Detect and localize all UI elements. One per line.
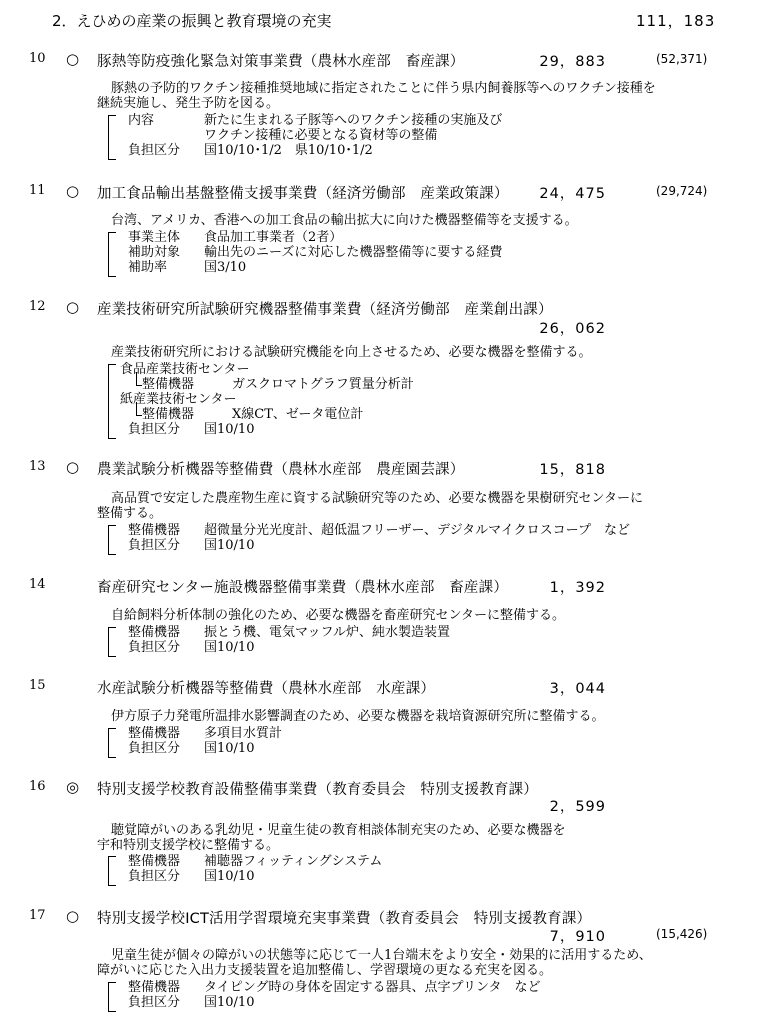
- item-number: 13: [29, 459, 46, 474]
- item-description: 豚熱の予防的ワクチン接種推奨地域に指定されたことに伴う県内飼養豚等へのワクチン接種を 継続実施し、発生予防を図る。: [97, 81, 656, 111]
- item-amount: 7，910: [549, 929, 606, 945]
- item-mark: ○: [66, 298, 80, 316]
- item-description: 高品質で安定した農産物生産に資する試験研究等のため、必要な機器を果樹研究センターに 整備する。: [97, 491, 643, 521]
- item-amount: 29，883: [539, 54, 606, 70]
- item-amount: 26，062: [539, 321, 606, 337]
- item-mark: ○: [66, 458, 80, 476]
- item-number: 10: [29, 51, 46, 66]
- center-name: 紙産業技術センター: [120, 392, 237, 407]
- item-description: 産業技術研究所における試験研究機能を向上させるため、必要な機器を整備する。: [111, 345, 592, 360]
- item-number: 17: [29, 908, 46, 923]
- item-title: 産業技術研究所試験研究機器整備事業費（経済労働部 産業創出課）: [97, 302, 553, 318]
- item-previous-amount: (52,371): [656, 52, 708, 66]
- item-mark: ○: [66, 50, 80, 68]
- item-title: 特別支援学校ICT活用学習環境充実事業費（教育委員会 特別支援教育課）: [97, 911, 592, 927]
- item-number: 11: [29, 183, 46, 198]
- item-number: 15: [29, 678, 46, 693]
- item-description: 児童生徒が個々の障がいの状態等に応じて一人1台端末をより安全・効果的に活用するため、 障がいに応じた入出力支援装置を追加整備し、学習環境の更なる充実を図る。: [97, 948, 652, 978]
- item-previous-amount: (15,426): [656, 927, 708, 941]
- item-number: 16: [29, 779, 46, 794]
- item-amount: 2，599: [549, 799, 606, 815]
- item-description: 聴覚障がいのある乳幼児・児童生徒の教育相談体制充実のため、必要な機器を 宇和特別支援学校に整備する。: [97, 823, 566, 853]
- item-title: 水産試験分析機器等整備費（農林水産部 水産課）: [97, 681, 436, 697]
- item-number: 12: [29, 299, 46, 314]
- item-description: 自給飼料分析体制の強化のため、必要な機器を畜産研究センターに整備する。: [111, 608, 565, 623]
- item-description: 台湾、アメリカ、香港への加工食品の輸出拡大に向けた機器整備等を支援する。: [111, 213, 578, 228]
- item-title: 特別支援学校教育設備整備事業費（教育委員会 特別支援教育課）: [97, 782, 538, 798]
- item-mark: ◎: [66, 778, 80, 796]
- item-amount: 3，044: [549, 681, 606, 697]
- item-mark: ○: [66, 182, 80, 200]
- item-title: 畜産研究センター施設機器整備事業費（農林水産部 畜産課）: [97, 580, 509, 596]
- item-title: 豚熱等防疫強化緊急対策事業費（農林水産部 畜産課）: [97, 54, 465, 70]
- item-title: 農業試験分析機器等整備費（農林水産部 農産園芸課）: [97, 462, 465, 478]
- item-description: 伊方原子力発電所温排水影響調査のため、必要な機器を栽培資源研究所に整備する。: [111, 709, 605, 724]
- section-title: 2．えひめの産業の振興と教育環境の充実: [52, 12, 332, 30]
- item-mark: ○: [66, 907, 80, 925]
- item-amount: 15，818: [539, 462, 606, 478]
- item-previous-amount: (29,724): [656, 184, 708, 198]
- item-amount: 24，475: [539, 186, 606, 202]
- item-title: 加工食品輸出基盤整備支援事業費（経済労働部 産業政策課）: [97, 186, 509, 202]
- item-amount: 1，392: [549, 580, 606, 596]
- center-name: 食品産業技術センター: [120, 362, 250, 377]
- item-number: 14: [29, 577, 46, 592]
- section-total: 111，183: [636, 12, 716, 30]
